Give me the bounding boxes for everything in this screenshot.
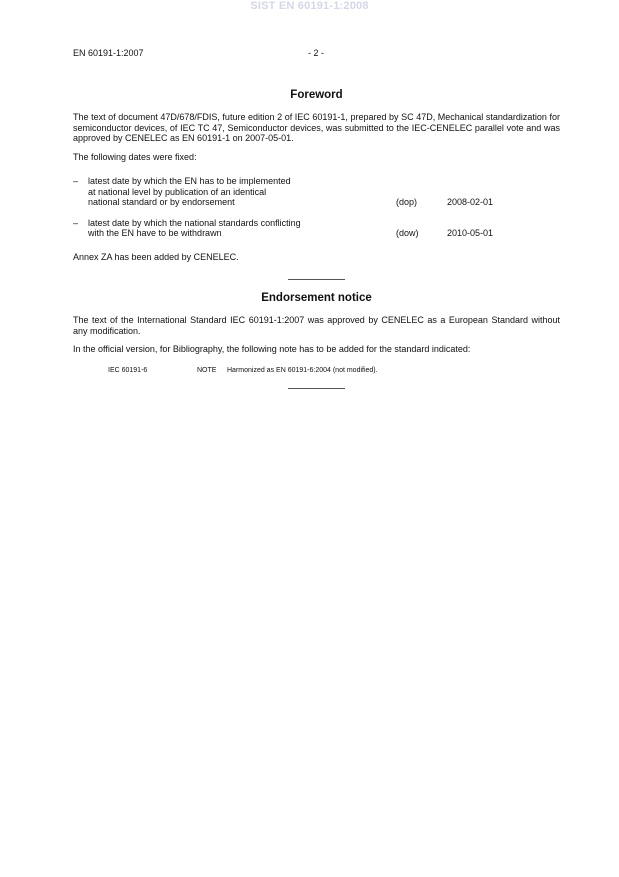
date-item-line: latest date by which the EN has to be implemented xyxy=(88,176,291,186)
page-content xyxy=(73,88,560,389)
date-abbr-dow: (dow) xyxy=(396,228,419,238)
note-label: NOTE xyxy=(197,366,217,374)
date-item-line: latest date by which the national standards conflicting xyxy=(88,217,301,228)
date-value-dow: 2010-05-01 xyxy=(447,228,494,238)
date-item-line: national standard or by endorsement xyxy=(88,197,235,207)
endorsement-heading: Endorsement notice xyxy=(261,292,372,304)
document-number: EN 60191-1:2007 xyxy=(73,48,144,58)
foreword-intro: The text of document 47D/678/FDIS, future edition 2 of IEC 60191-1, prepared by SC 47D, Mechanical standardization for semiconductor devices, of IEC TC 47, Semiconductor devices, was submitted to the IEC-CENELEC parallel vote and was approved by CENELEC as EN 60191-1 on 2007-05-01. xyxy=(73,112,560,143)
date-item-text xyxy=(88,176,353,208)
dash-marker: – xyxy=(73,176,79,186)
section-separator xyxy=(288,279,345,280)
date-item-dop xyxy=(73,176,560,208)
date-item-text xyxy=(88,218,353,239)
note-text: Harmonized as EN 60191-6:2004 (not modified). xyxy=(227,366,378,374)
date-item-line: with the EN have to be withdrawn xyxy=(88,228,222,238)
date-item-dow xyxy=(73,218,560,239)
endorsement-text: The text of the International Standard IEC 60191-1:2007 was approved by CENELEC as a European Standard without any modification. xyxy=(73,315,560,336)
dates-intro: The following dates were fixed: xyxy=(73,151,197,162)
note-reference: IEC 60191-6 xyxy=(108,366,148,374)
bibliography-note xyxy=(73,366,560,377)
date-value-dop: 2008-02-01 xyxy=(447,197,494,207)
annex-note: Annex ZA has been added by CENELEC. xyxy=(73,251,239,262)
page-number: - 2 - xyxy=(307,48,324,58)
watermark: SIST EN 60191-1:2008 xyxy=(250,0,369,12)
foreword-heading: Foreword xyxy=(290,89,343,101)
date-abbr-dop: (dop) xyxy=(396,197,418,207)
end-separator xyxy=(288,388,345,389)
dash-marker: – xyxy=(73,217,79,228)
date-item-line: at national level by publication of an identical xyxy=(88,186,267,197)
official-version-text: In the official version, for Bibliography, the following note has to be added for the standard indicated: xyxy=(73,344,471,354)
